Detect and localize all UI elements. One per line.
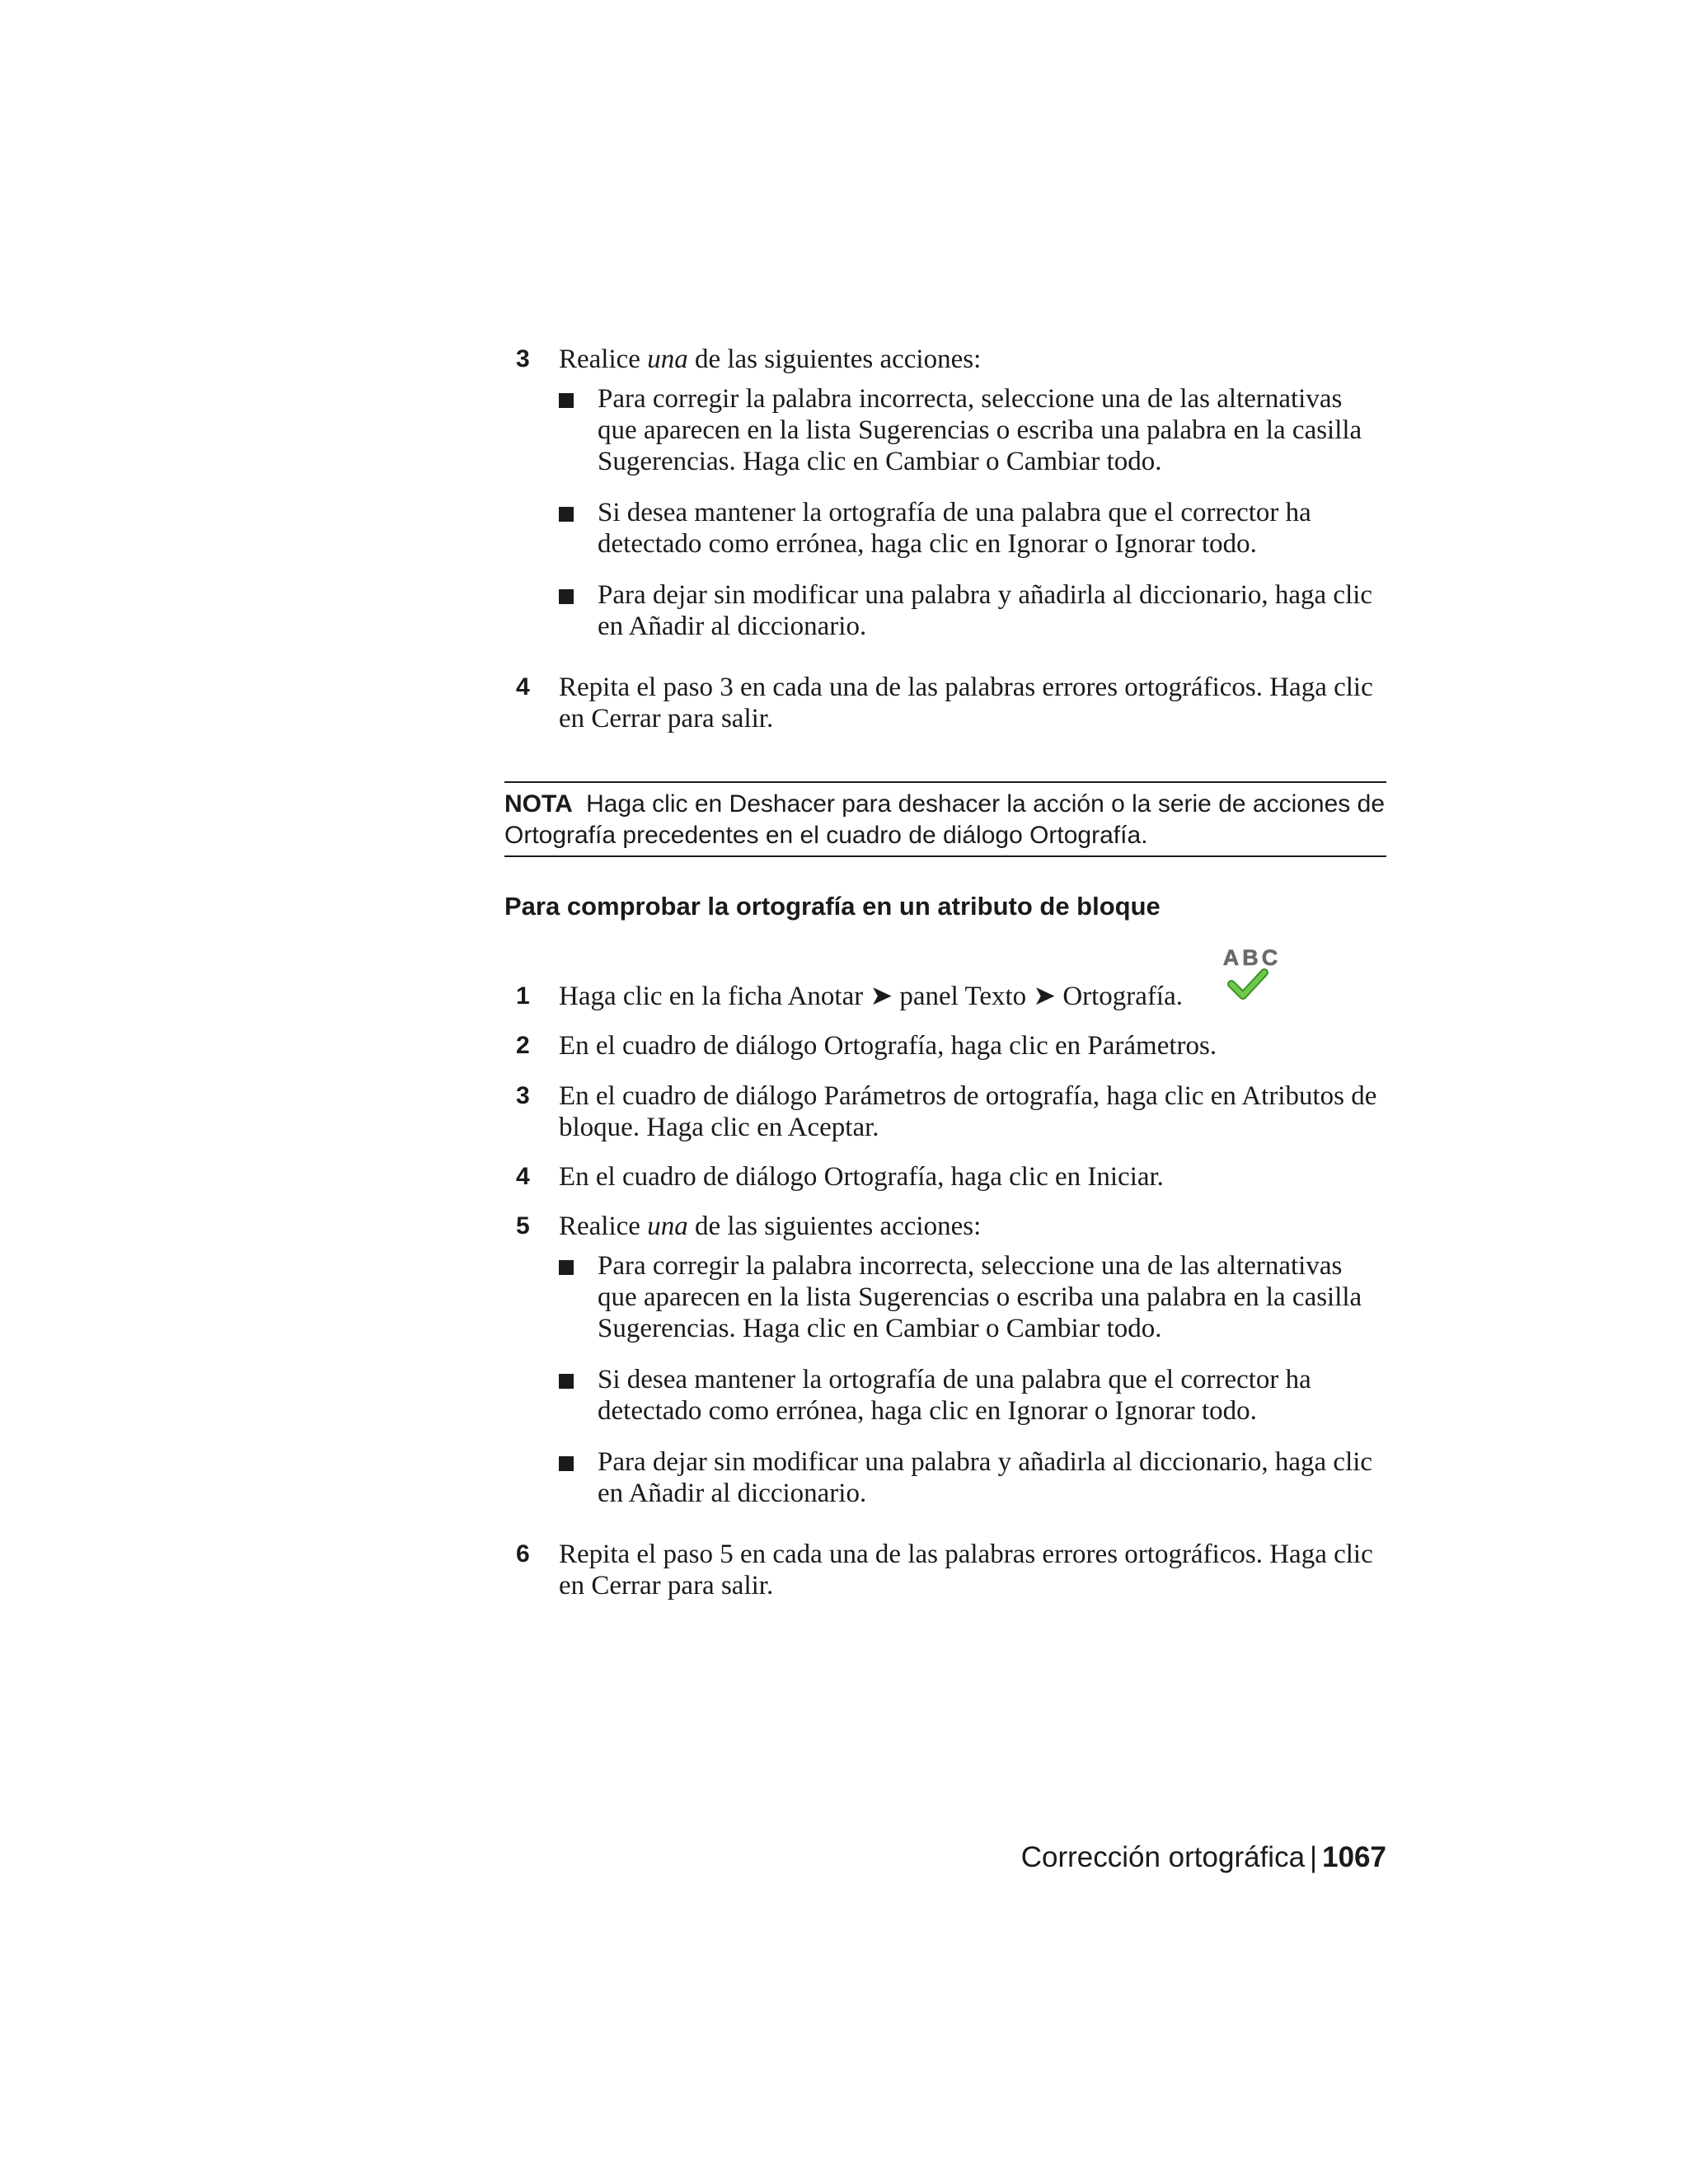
bullet-square-icon — [559, 1260, 574, 1275]
step-text: Haga clic en la ficha Anotar ➤ panel Texto ➤ Ortografía. — [559, 982, 1184, 1011]
bullet-square-icon — [559, 1374, 574, 1389]
bullet-item: Para dejar sin modificar una palabra y añadirla al diccionario, haga clic en Añadir al diccionario. — [504, 1446, 1386, 1509]
step-text: Realice una de las siguientes acciones: — [559, 1212, 982, 1241]
footer-separator: | — [1310, 1841, 1318, 1873]
bullet-item: Si desea mantener la ortografía de una palabra que el corrector ha detectado como errónea, haga clic en Ignorar o Ignorar todo. — [504, 1364, 1386, 1427]
bullet-square-icon — [559, 589, 574, 604]
step-3 — [504, 1080, 1386, 1143]
step-text: Realice una de las siguientes acciones: — [559, 344, 982, 374]
step-text: En el cuadro de diálogo Parámetros de ortografía, haga clic en Atributos de bloque. Haga clic en Aceptar. — [559, 1081, 1377, 1142]
step-4-first — [504, 672, 1386, 734]
bullet-item: Para corregir la palabra incorrecta, seleccione una de las alternativas que aparecen en la lista Sugerencias o escriba una palabra en la casilla Sugerencias. Haga clic en Cambiar o Cambiar todo. — [504, 383, 1386, 477]
step-number: 5 — [516, 1212, 530, 1240]
bullet-square-icon — [559, 1456, 574, 1471]
step-4 — [504, 1161, 1386, 1193]
step-number: 2 — [516, 1032, 530, 1059]
step-text: En el cuadro de diálogo Ortografía, haga clic en Parámetros. — [559, 1031, 1217, 1061]
step-number: 3 — [516, 345, 530, 373]
footer-section-title: Corrección ortográfica — [1020, 1841, 1306, 1873]
step-text: En el cuadro de diálogo Ortografía, haga clic en Iniciar. — [559, 1162, 1164, 1192]
bullet-item: Para corregir la palabra incorrecta, seleccione una de las alternativas que aparecen en la lista Sugerencias o escriba una palabra en la casilla Sugerencias. Haga clic en Cambiar o Cambiar todo. — [504, 1250, 1386, 1344]
step-number: 6 — [516, 1540, 530, 1568]
note-text: Haga clic en Deshacer para deshacer la acción o la serie de acciones de Ortografía precedentes en el cuadro de diálogo Ortografía. — [504, 790, 1386, 849]
step-6 — [504, 1539, 1386, 1601]
bullet-item: Para dejar sin modificar una palabra y añadirla al diccionario, haga clic en Añadir al diccionario. — [504, 579, 1386, 642]
step-number: 4 — [516, 1163, 530, 1190]
step-1 — [504, 981, 1386, 1012]
step-5 — [504, 1211, 1386, 1242]
step-text: Repita el paso 5 en cada una de las palabras errores ortográficos. Haga clic en Cerrar para salir. — [559, 1540, 1373, 1601]
note-label: NOTA — [504, 790, 573, 818]
step-2 — [504, 1030, 1386, 1062]
abc-icon-label: ABC — [1222, 946, 1282, 970]
page-number: 1067 — [1322, 1841, 1386, 1873]
bullet-square-icon — [559, 393, 574, 408]
step-number: 4 — [516, 673, 530, 701]
procedure-heading: Para comprobar la ortografía en un atributo de bloque — [504, 892, 1160, 921]
step-number: 3 — [516, 1082, 530, 1109]
step-3-first — [504, 344, 1386, 375]
bullet-item: Si desea mantener la ortografía de una palabra que el corrector ha detectado como errónea, haga clic en Ignorar o Ignorar todo. — [504, 497, 1386, 560]
step-text: Repita el paso 3 en cada una de las palabras errores ortográficos. Haga clic en Cerrar para salir. — [559, 673, 1373, 733]
bullet-square-icon — [559, 507, 574, 522]
note-box — [504, 781, 1386, 857]
page-footer — [1021, 1840, 1386, 1876]
step-number: 1 — [516, 982, 530, 1010]
